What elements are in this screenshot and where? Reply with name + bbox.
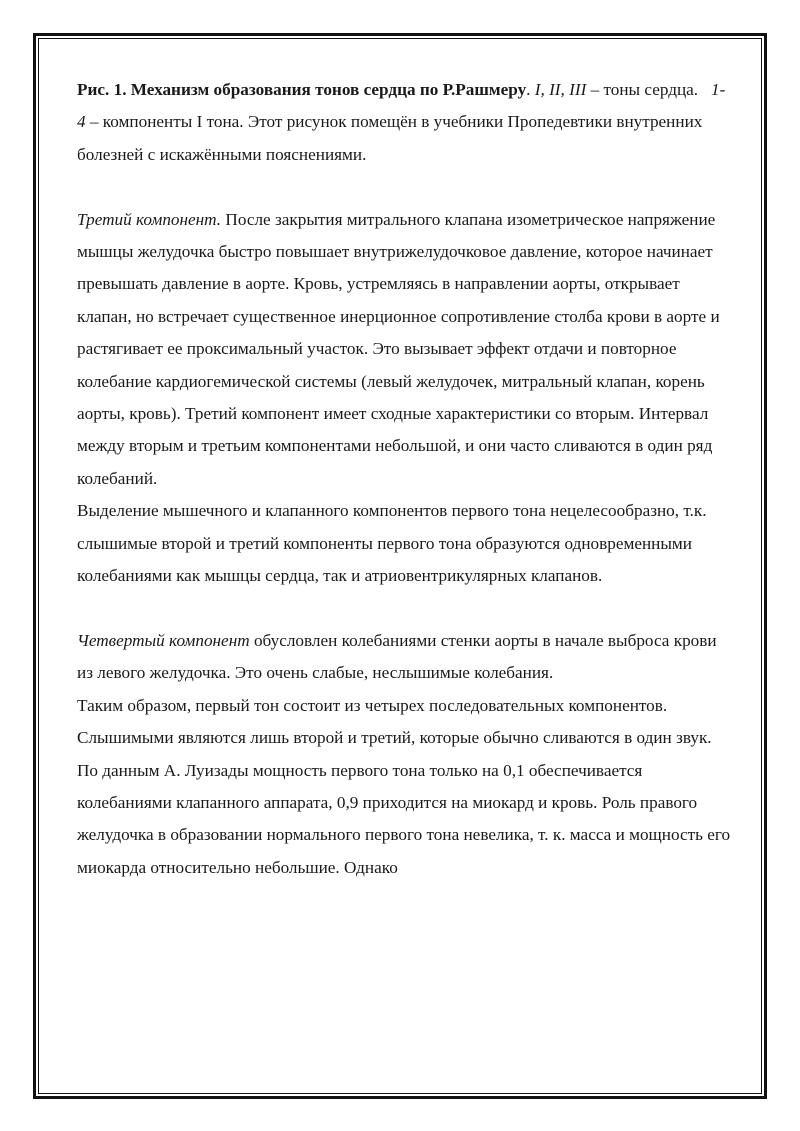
caption-dot: . xyxy=(526,80,531,99)
summary-paragraph: Таким образом, первый тон состоит из четырех последовательных компонентов. Слышимыми являются лишь второй и третий, которые обычно сливаются в один звук. xyxy=(77,695,712,748)
spacer xyxy=(77,171,732,203)
spacer xyxy=(77,592,732,624)
third-component-paragraph xyxy=(77,204,732,496)
document-body xyxy=(77,74,732,884)
components-labels: 1-4 xyxy=(77,80,726,132)
tones-labels: I, II, III xyxy=(530,80,587,99)
tones-text: – тоны сердца. xyxy=(586,80,699,99)
third-component-text: После закрытия митрального клапана изометрическое напряжение мышцы желудочка быстро повышает внутрижелудочковое давление, которое начинает превышать давление в аорте. Кровь, устремляясь в направлении аорты, открывает клапан, но встречает существенное инерционное сопротивление столба крови в аорте и растягивает ее проксимальный участок. Это вызывает эффект отдачи и повторное колебание кардиогемической системы (левый желудочек, митральный клапан, корень аорты, кровь). Третий компонент имеет сходные характеристики со вторым. Интервал между вторым и третьим компонентами небольшой, и они часто сливаются в один ряд колебаний. xyxy=(77,209,720,488)
fourth-component-paragraph xyxy=(77,625,732,690)
figure-label: Рис. 1. Механизм образования тонов сердца по Р.Рашмеру xyxy=(77,80,527,99)
luisada-paragraph: По данным А. Луизады мощность первого тона только на 0,1 обеспечивается колебаниями клапанного аппарата, 0,9 приходится на миокард и кровь. Роль правого желудочка в образовании нормального первого тона невелика, т. к. масса и мощность его миокарда относительно небольшие. Однако xyxy=(77,760,731,877)
fourth-component-text: обусловлен колебаниями стенки аорты в начале выброса крови из левого желудочка. Это очень слабые, неслышимые колебания. xyxy=(77,630,717,683)
fourth-component-lead: Четвертый компонент xyxy=(77,630,250,650)
separation-paragraph: Выделение мышечного и клапанного компонентов первого тона нецелесообразно, т.к. слышимые второй и третий компоненты первого тона образуются одновременными колебаниями как мышцы сердца, так и атриовентрикулярных клапанов. xyxy=(77,501,707,586)
figure-caption xyxy=(77,74,732,171)
third-component-lead: Третий компонент. xyxy=(77,209,222,229)
components-text: – компоненты I тона. Этот рисунок помещён в учебники Пропедевтики внутренних болезней с искажёнными пояснениями. xyxy=(77,112,703,164)
